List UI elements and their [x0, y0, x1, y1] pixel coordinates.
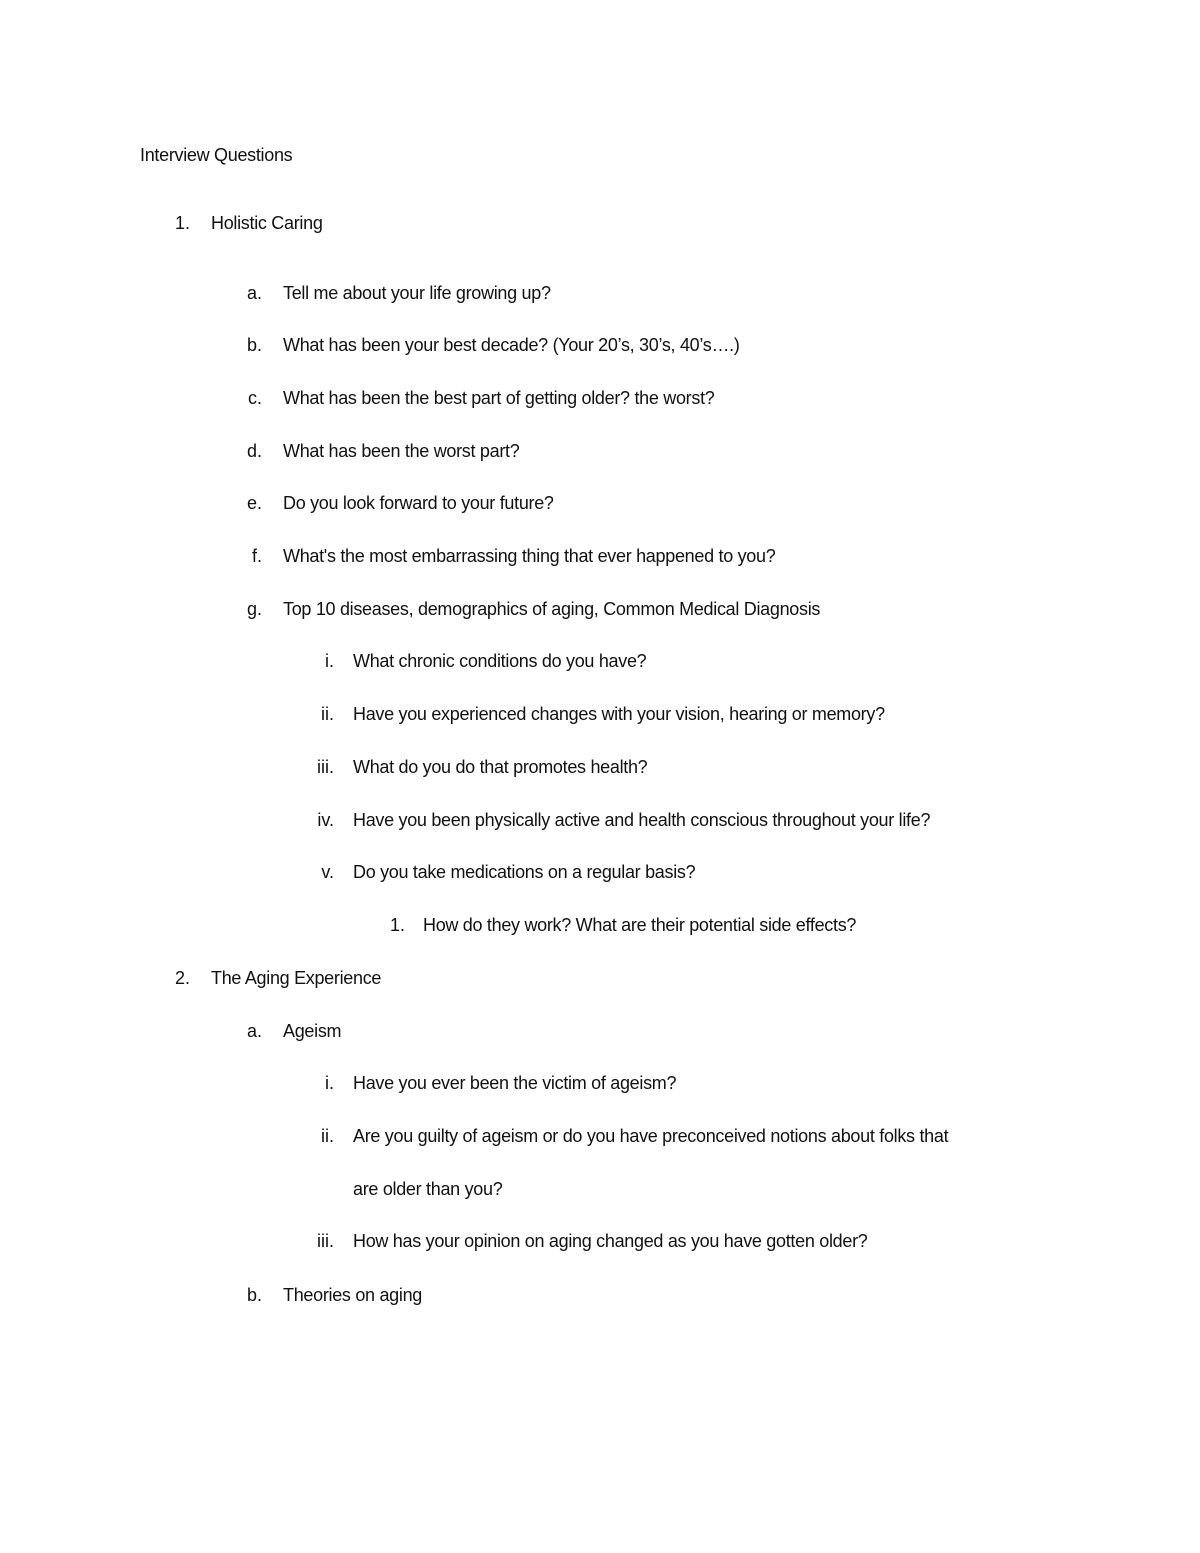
- section-marker: 2.: [174, 968, 190, 988]
- question-subitem: Have you experienced changes with your vision, hearing or memory?: [353, 704, 885, 724]
- question-subitem: How has your opinion on aging changed as you have gotten older?: [353, 1231, 868, 1251]
- question-subitem: Do you take medications on a regular basis?: [353, 862, 696, 882]
- topic-item-ageism: Ageism: [283, 1021, 342, 1041]
- item-marker: b.: [246, 1285, 262, 1305]
- section-marker: 1.: [174, 213, 190, 233]
- item-marker: g.: [246, 599, 262, 619]
- question-subitem: Are you guilty of ageism or do you have preconceived notions about folks that: [353, 1126, 949, 1146]
- question-subitem: What chronic conditions do you have?: [353, 651, 647, 671]
- question-subitem-continuation: are older than you?: [353, 1179, 503, 1199]
- item-marker: d.: [246, 441, 262, 461]
- subitem-marker: v.: [321, 862, 334, 882]
- question-item: What has been your best decade? (Your 20’s, 30’s, 40’s….): [283, 335, 740, 355]
- section-heading-holistic-caring: Holistic Caring: [211, 213, 323, 233]
- subitem-marker: iv.: [317, 810, 334, 830]
- subitem-marker: iii.: [317, 1231, 334, 1251]
- item-marker: f.: [251, 546, 262, 566]
- question-item: Tell me about your life growing up?: [283, 283, 551, 303]
- question-item: What has been the best part of getting older? the worst?: [283, 388, 715, 408]
- subitem-marker: iii.: [317, 757, 334, 777]
- item-marker: a.: [246, 1021, 262, 1041]
- subitem-marker: ii.: [321, 704, 334, 724]
- item-marker: b.: [246, 335, 262, 355]
- item-marker: a.: [246, 283, 262, 303]
- subitem-marker: ii.: [321, 1126, 334, 1146]
- section-heading-aging-experience: The Aging Experience: [211, 968, 382, 988]
- question-subsubitem: How do they work? What are their potential side effects?: [423, 915, 857, 935]
- subsubitem-marker: 1.: [389, 915, 405, 935]
- topic-item-theories: Theories on aging: [283, 1285, 422, 1305]
- question-item: Top 10 diseases, demographics of aging, Common Medical Diagnosis: [283, 599, 821, 619]
- question-subitem: Have you ever been the victim of ageism?: [353, 1073, 677, 1093]
- item-marker: c.: [247, 388, 262, 408]
- item-marker: e.: [246, 493, 262, 513]
- question-item: What has been the worst part?: [283, 441, 520, 461]
- question-item: Do you look forward to your future?: [283, 493, 554, 513]
- question-item: What's the most embarrassing thing that ever happened to you?: [283, 546, 776, 566]
- question-subitem: Have you been physically active and health conscious throughout your life?: [353, 810, 931, 830]
- subitem-marker: i.: [325, 651, 334, 671]
- subitem-marker: i.: [325, 1073, 334, 1093]
- question-subitem: What do you do that promotes health?: [353, 757, 648, 777]
- page-title: Interview Questions: [140, 145, 293, 165]
